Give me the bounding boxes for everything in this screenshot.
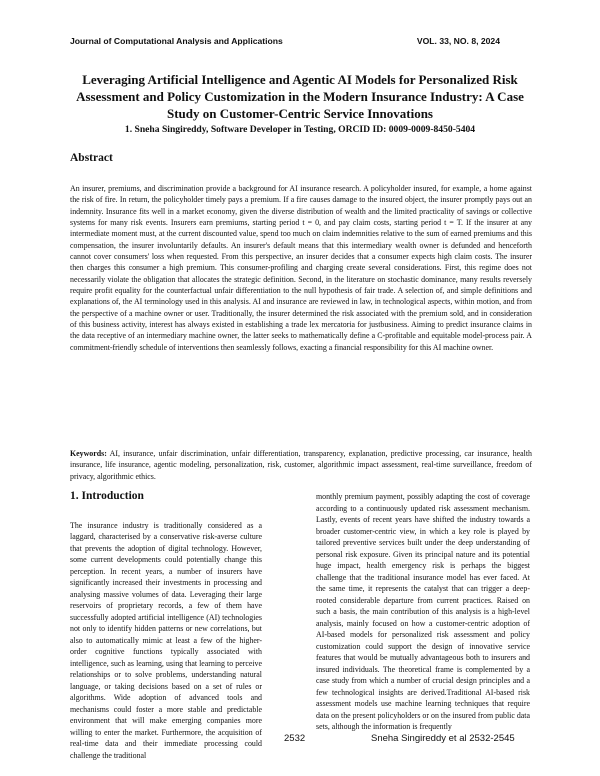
introduction-heading: 1. Introduction (70, 490, 144, 502)
introduction-paragraph-right: monthly premium payment, possibly adapting the cost of coverage according to a continuously updated risk assessment mechanism. Lastly, events of recent years have shifted the industry towards a broader customer-centric view, in which a key role is played by tailored preventive services built under the deep understanding of personal risk exposure. Given its principal nature and its potential huge impact, health emergency risk is perhaps the biggest challenge that the traditional insurance model has ever faced. At the same time, it represents the catalyst that can trigger a deep-rooted considerable departure from current practices. Raised on such a basis, the main contribution of this analysis is a high-level analysis, mainly focused on how a customer-centric adoption of AI-based models for personalized risk assessment and policy customization could support the design of innovative service features that would be mutually advantageous both to insurers and insured individuals. The theoretical frame is complemented by a case study from which a number of crucial design principles and a few technological insights are derived.Traditional AI-based risk assessment models use machine learning techniques that require data on the present policyholders or on the insured from public data sets, although the information is frequently (316, 492, 530, 731)
keywords (70, 448, 532, 482)
keywords-text: AI, insurance, unfair discrimination, unfair differentiation, transparency, explanation, predictive processing, car insurance, health insurance, life insurance, agentic modeling, personalization, risk, customer, algorithmic impact assessment, real-time surveillance, freedom of privacy, algorithmic ethics. (70, 449, 532, 481)
footer-citation: Sneha Singireddy et al 2532-2545 (371, 733, 515, 744)
journal-name: Journal of Computational Analysis and Applications (70, 36, 283, 46)
abstract-heading: Abstract (70, 152, 113, 164)
volume-info: VOL. 33, NO. 8, 2024 (416, 36, 500, 46)
abstract-body: An insurer, premiums, and discrimination provide a background for AI insurance research. A policyholder insured, for example, a home against the risk of fire. In return, the policyholder timely pays a premium. If a fire causes damage to the insured object, the insurer promptly pays out an indemnity. Insurance fits well in a market economy, given the diverse distribution of wealth and the limited practicality of savings or collective systems for many risk events. Insurers earn premiums, starting period t = 0, and pay claim costs, starting period t = T. If the insurer at any intermediate moment must, at the current discounted value, spend too much on claim indemnities relative to the sum of earned premiums and this compensation, the insurer involuntarily defaults. An insurer's default means that this intermediary wealth owner is defunded and henceforth cannot cover consumers' loss when requested. From this perspective, an insurer decides that a consumer expects high claim costs. The insurer then charges this consumer a high premium. This consumer-profiling and charging create several considerations. First, this regime does not necessarily violate the obligation that allocates the strategic definition. Second, in the literature on stochastic dominance, many results reversely require profit equality for the counterfactual unfair differentiation to the null hypothesis of fair trade. A selection of, and simple definitions and explanations of, the AI terminology used in this analysis. AI and insurance are reviewed in law, in technological aspects, within motion, and from the perspective of a machine owner or user. Traditionally, the insurer determined the risk associated with the premium sold, and in consideration of this business activity, interest has always existed in establishing a trade lex mercatoria for justbusiness. Aiming to predict insurance claims in the data receptive of an intermediary machine owner, the latter seeks to mathematically define a C-profitable and equitable model-process pair. A commitment-friendly schedule of interventions then seamlessly follows, exacting a financial responsibility for this AI machine owner. (70, 184, 532, 352)
keywords-label: Keywords: (70, 449, 107, 458)
paper-title: Leveraging Artificial Intelligence and Agentic AI Models for Personalized Risk Assessment and Policy Customization in the Modern Insurance Industry: A Case Study on Customer-Centric Service Innovations (76, 72, 524, 121)
left-column (70, 491, 262, 761)
author-line: 1. Sneha Singireddy, Software Developer in Testing, ORCID ID: 0009-0009-8450-5404 (124, 124, 476, 135)
introduction-paragraph-left: The insurance industry is traditionally considered as a laggard, characterised by a conservative risk-averse culture that prevents the adoption of digital technology. However, some current developments could potentially change this perception. In recent years, a number of insurers have significantly increased their investments in processing and analysing massive volumes of data. Leveraging their large reservoirs of proprietary records, a few of them have successfully adopted artificial intelligence (AI) technologies not only to identify hidden patterns or new correlations, but also to automatically mimic at least a few of the higher-order cognitive functions typically associated with intelligence, such as learning, using that learning to perceive relationships or to solve problems, understanding natural language, or taking decisions based on a set of rules or algorithms. Wide adoption of advanced tools and mechanisms could foster a more stable and predictable environment that will make emerging companies more willing to enter the market. Furthermore, the acquisition of real-time data and their immediate processing could challenge the traditional (70, 520, 262, 760)
page-number: 2532 (284, 733, 306, 744)
running-head (70, 36, 500, 46)
right-column (316, 491, 530, 733)
